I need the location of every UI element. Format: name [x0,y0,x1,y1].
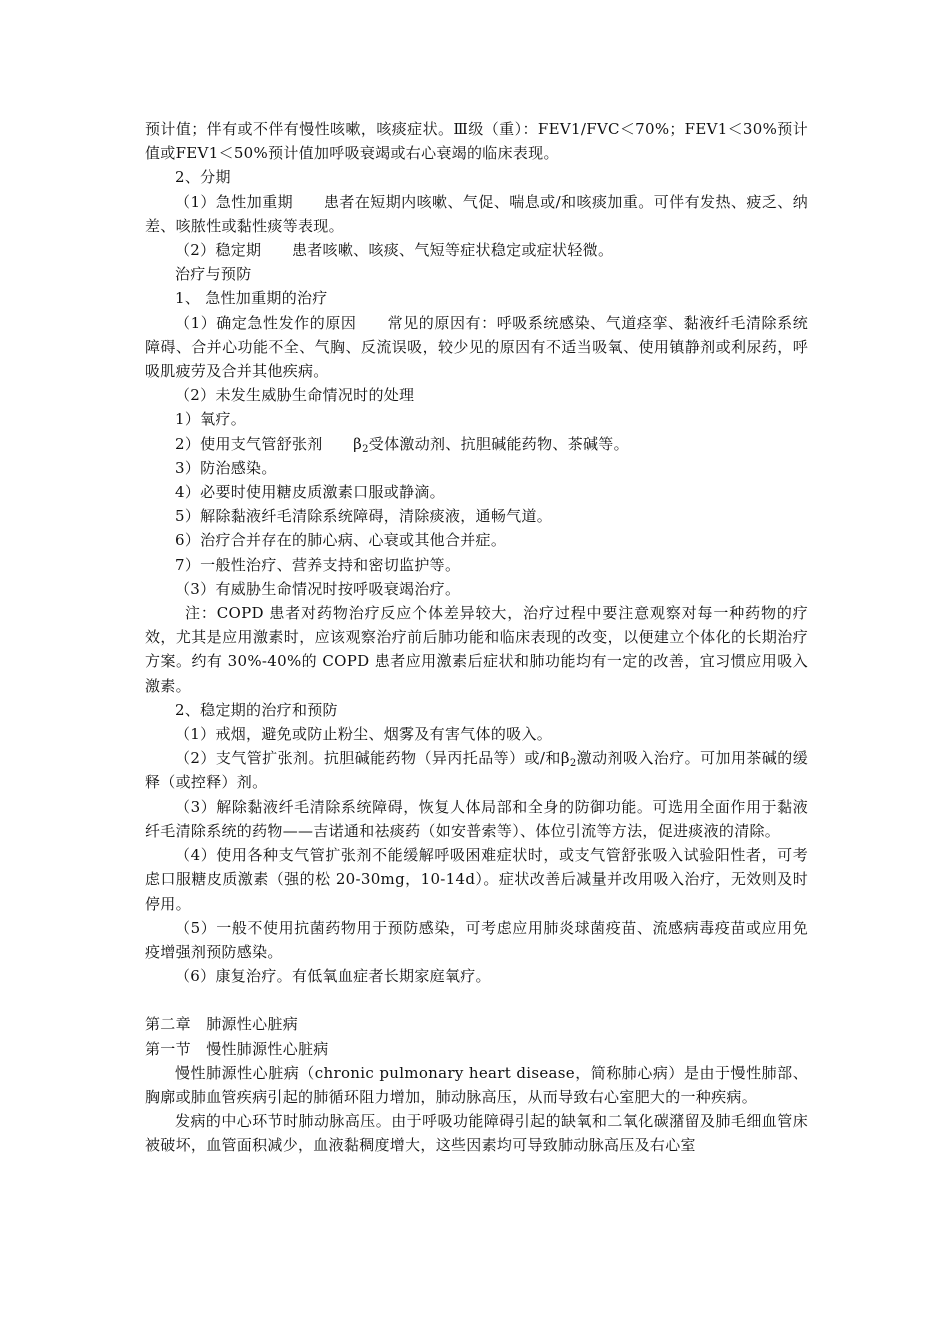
paragraph-pathogenesis: 发病的中心环节时肺动脉高压。由于呼吸功能障碍引起的缺氧和二氧化碳潴留及肺毛细血管床被破坏，血管面积减少，血液黏稠度增大，这些因素均可导致肺动脉高压及右心室 [145,1112,808,1155]
paragraph-rehab: （6）康复治疗。有低氧血症者长期家庭氧疗。 [175,967,491,986]
list-item-mucus: 5）解除黏液纤毛清除系统障碍，清除痰液，通畅气道。 [175,507,553,526]
section-title: 第一节 慢性肺源性心脏病 [145,1039,329,1058]
heading-stable-treatment: 2、稳定期的治疗和预防 [175,700,338,719]
text-segment: 激动剂吸入治疗。可加用茶碱的缓释（或控释）剂。 [145,749,808,792]
spacer [145,988,808,1012]
paragraph-grading: 预计值；伴有或不伴有慢性咳嗽，咳痰症状。Ⅲ级（重）：FEV1/FVC＜70%；FEV1＜30%预计值或FEV1＜50%预计值加呼吸衰竭或右心衰竭的临床表现。 [145,120,808,163]
text-segment: 2）使用支气管舒张剂 β [175,434,363,453]
list-item-comorbidity: 6）治疗合并存在的肺心病、心衰或其他合并症。 [175,531,507,550]
heading-acute-treatment: 1、 急性加重期的治疗 [175,289,328,308]
list-item-infection: 3）防治感染。 [175,458,277,477]
paragraph-mucus-stable: （3）解除黏液纤毛清除系统障碍，恢复人体局部和全身的防御功能。可选用全面作用于黏液纤毛清除系统的药物——吉诺通和祛痰药（如安普索等）、体位引流等方法，促进痰液的清除。 [145,797,808,840]
paragraph-acute-causes: （1）确定急性发作的原因 常见的原因有：呼吸系统感染、气道痉挛、黏液纤毛清除系统障碍、合并心功能不全、气胸、反流误吸，较少见的原因有不适当吸氧、使用镇静剂或利尿药，呼吸肌疲劳及合并其他疾病。 [145,313,808,381]
paragraph-oral-steroids: （4）使用各种支气管扩张剂不能缓解呼吸困难症状时，或支气管舒张吸入试验阳性者，可考虑口服糖皮质激素（强的松 20-30mg，10-14d）。症状改善后减量并改用吸入治疗，无效则及时停用。 [145,846,808,913]
document-page [145,117,808,1158]
subscript: 2 [362,443,369,455]
text-segment: 受体激动剂、抗胆碱能药物、茶碱等。 [368,434,629,453]
list-item-steroids: 4）必要时使用糖皮质激素口服或静滴。 [175,483,445,502]
subscript: 2 [569,758,577,770]
heading-treatment-prevention: 治疗与预防 [175,265,252,284]
paragraph-stable-phase: （2）稳定期 患者咳嗽、咳痰、气短等症状稳定或症状轻微。 [175,241,614,260]
chapter-title: 第二章 肺源性心脏病 [145,1015,299,1034]
list-item-oxygen: 1）氧疗。 [175,410,247,429]
paragraph-vaccines: （5）一般不使用抗菌药物用于预防感染，可考虑应用肺炎球菌疫苗、流感病毒疫苗或应用免疫增强剂预防感染。 [145,918,808,961]
list-item-bronchodilator [145,432,808,456]
paragraph-bronchodilator-stable [145,746,808,794]
heading-non-life-threatening: （2）未发生威胁生命情况时的处理 [175,386,415,405]
paragraph-note: 注：COPD 患者对药物治疗反应个体差异较大，治疗过程中要注意观察对每一种药物的疗效，尤其是应用激素时，应该观察治疗前后肺功能和临床表现的改变，以便建立个体化的长期治疗方案。约有 30%-40%的 COPD 患者应用激素后症状和肺功能均有一定的改善，宜习惯应用吸入激素。 [145,604,808,695]
heading-staging: 2、分期 [175,168,231,187]
text-segment: （2）支气管扩张剂。抗胆碱能药物（异丙托品等）或/和β [175,749,570,768]
paragraph-acute-phase: （1）急性加重期 患者在短期内咳嗽、气促、喘息或/和咳痰加重。可伴有发热、疲乏、纳差、咳脓性或黏性痰等表现。 [145,192,808,235]
list-item-general: 7）一般性治疗、营养支持和密切监护等。 [175,555,461,574]
paragraph-definition: 慢性肺源性心脏病（chronic pulmonary heart disease，简称肺心病）是由于慢性肺部、胸廓或肺血管疾病引起的肺循环阻力增加，肺动脉高压，从而导致右心室肥大的一种疾病。 [145,1063,808,1106]
paragraph-life-threatening: （3）有威胁生命情况时按呼吸衰竭治疗。 [175,579,461,598]
paragraph-smoking: （1）戒烟，避免或防止粉尘、烟雾及有害气体的吸入。 [175,725,553,744]
